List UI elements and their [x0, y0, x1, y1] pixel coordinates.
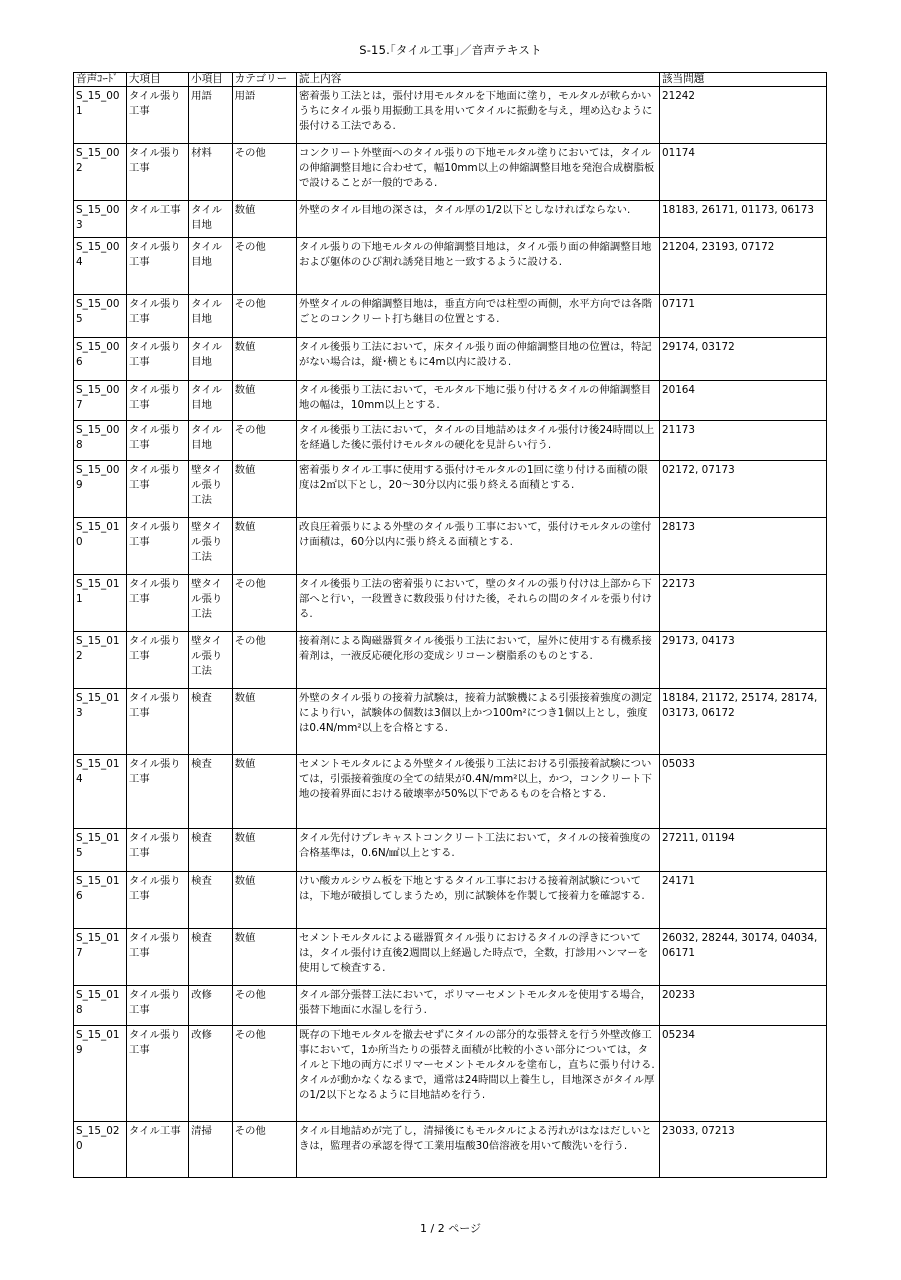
cell-category: 用語 — [232, 87, 296, 144]
cell-major: タイル張り工事 — [126, 929, 188, 986]
cell-text: けい酸カルシウム板を下地とするタイル工事における接着剤試験については，下地が破損してしまうため，別に試験体を作製して接着力を確認する. — [296, 872, 659, 929]
cell-category: 数値 — [232, 755, 296, 829]
cell-minor: タイル目地 — [189, 381, 233, 421]
cell-refs: 18183, 26171, 01173, 06173 — [659, 201, 826, 238]
table-row — [74, 872, 827, 929]
cell-code: S_15_014 — [74, 755, 127, 829]
cell-minor: タイル目地 — [189, 238, 233, 295]
table-row — [74, 689, 827, 755]
cell-category: その他 — [232, 295, 296, 338]
cell-minor: 材料 — [189, 144, 233, 201]
cell-refs: 21173 — [659, 421, 826, 461]
cell-major: タイル工事 — [126, 201, 188, 238]
table-row — [74, 144, 827, 201]
cell-text: コンクリート外壁面へのタイル張りの下地モルタル塗りにおいては，タイルの伸縮調整目地に合わせて，幅10mm以上の伸縮調整目地を発泡合成樹脂板で設けることが一般的である. — [296, 144, 659, 201]
cell-category: その他 — [232, 575, 296, 632]
table-row — [74, 929, 827, 986]
cell-refs: 26032, 28244, 30174, 04034, 06171 — [659, 929, 826, 986]
cell-text: タイル張りの下地モルタルの伸縮調整目地は，タイル張り面の伸縮調整目地および躯体のひび割れ誘発目地と一致するように設ける. — [296, 238, 659, 295]
page-footer: 1 / 2 ページ — [420, 1222, 481, 1235]
cell-code: S_15_011 — [74, 575, 127, 632]
cell-refs: 20164 — [659, 381, 826, 421]
table-row — [74, 755, 827, 829]
cell-major: タイル張り工事 — [126, 381, 188, 421]
cell-code: S_15_006 — [74, 338, 127, 381]
cell-minor: 検査 — [189, 755, 233, 829]
cell-category: 数値 — [232, 518, 296, 575]
table-row — [74, 421, 827, 461]
table-row — [74, 518, 827, 575]
cell-minor: 改修 — [189, 986, 233, 1026]
cell-major: タイル張り工事 — [126, 518, 188, 575]
table-row — [74, 381, 827, 421]
header-refs: 該当問題 — [659, 73, 826, 87]
cell-minor: 壁タイル張り工法 — [189, 632, 233, 689]
cell-text: タイル部分張替工法において，ポリマーセメントモルタルを使用する場合，張替下地面に水湿しを行う. — [296, 986, 659, 1026]
cell-category: その他 — [232, 144, 296, 201]
cell-code: S_15_012 — [74, 632, 127, 689]
cell-minor: 壁タイル張り工法 — [189, 518, 233, 575]
cell-category: その他 — [232, 632, 296, 689]
cell-major: タイル張り工事 — [126, 144, 188, 201]
cell-category: その他 — [232, 1122, 296, 1178]
cell-major: タイル張り工事 — [126, 755, 188, 829]
header-minor: 小項目 — [189, 73, 233, 87]
table-row — [74, 632, 827, 689]
cell-code: S_15_004 — [74, 238, 127, 295]
cell-refs: 01174 — [659, 144, 826, 201]
cell-minor: 検査 — [189, 929, 233, 986]
cell-refs: 02172, 07173 — [659, 461, 826, 518]
voice-text-table — [73, 72, 827, 1178]
cell-code: S_15_001 — [74, 87, 127, 144]
cell-refs: 29174, 03172 — [659, 338, 826, 381]
cell-minor: タイル目地 — [189, 338, 233, 381]
cell-refs: 21204, 23193, 07172 — [659, 238, 826, 295]
cell-major: タイル張り工事 — [126, 986, 188, 1026]
header-text: 読上内容 — [296, 73, 659, 87]
cell-minor: 壁タイル張り工法 — [189, 461, 233, 518]
cell-major: タイル張り工事 — [126, 238, 188, 295]
cell-code: S_15_017 — [74, 929, 127, 986]
cell-text: タイル後張り工法において，タイルの目地詰めはタイル張付け後24時間以上を経過した後に張付けモルタルの硬化を見計らい行う. — [296, 421, 659, 461]
cell-text: セメントモルタルによる外壁タイル後張り工法における引張接着試験については，引張接着強度の全ての結果が0.4N/mm²以上，かつ，コンクリート下地の接着界面における破壊率が50%以下であるものを合格とする. — [296, 755, 659, 829]
cell-text: 外壁のタイル張りの接着力試験は，接着力試験機による引張接着強度の測定により行い，試験体の個数は3個以上かつ100m²につき1個以上とし，強度は0.4N/mm²以上を合格とする. — [296, 689, 659, 755]
cell-text: タイル後張り工法の密着張りにおいて，壁のタイルの張り付けは上部から下部へと行い，一段置きに数段張り付けた後，それらの間のタイルを張り付ける. — [296, 575, 659, 632]
cell-refs: 21242 — [659, 87, 826, 144]
cell-minor: 壁タイル張り工法 — [189, 575, 233, 632]
cell-minor: 改修 — [189, 1026, 233, 1122]
table-row — [74, 201, 827, 238]
cell-text: 密着張りタイル工事に使用する張付けモルタルの1回に塗り付ける面積の限度は2㎡以下とし，20～30分以内に張り終える面積とする. — [296, 461, 659, 518]
cell-code: S_15_009 — [74, 461, 127, 518]
cell-text: タイル先付けプレキャストコンクリート工法において，タイルの接着強度の合格基準は，0.6N/㎟以上とする. — [296, 829, 659, 872]
table-row — [74, 461, 827, 518]
cell-minor: 用語 — [189, 87, 233, 144]
cell-category: その他 — [232, 421, 296, 461]
cell-category: その他 — [232, 1026, 296, 1122]
cell-minor: 検査 — [189, 689, 233, 755]
table-row — [74, 238, 827, 295]
cell-refs: 23033, 07213 — [659, 1122, 826, 1178]
cell-major: タイル張り工事 — [126, 421, 188, 461]
cell-code: S_15_002 — [74, 144, 127, 201]
cell-text: タイル目地詰めが完了し，清掃後にもモルタルによる汚れがはなはだしいときは，監理者の承認を得て工業用塩酸30倍溶液を用いて酸洗いを行う. — [296, 1122, 659, 1178]
cell-category: 数値 — [232, 201, 296, 238]
cell-code: S_15_016 — [74, 872, 127, 929]
cell-refs: 07171 — [659, 295, 826, 338]
cell-major: タイル張り工事 — [126, 1026, 188, 1122]
cell-category: その他 — [232, 238, 296, 295]
cell-major: タイル張り工事 — [126, 295, 188, 338]
table-row — [74, 338, 827, 381]
table-row — [74, 829, 827, 872]
cell-major: タイル張り工事 — [126, 338, 188, 381]
cell-refs: 24171 — [659, 872, 826, 929]
cell-minor: 検査 — [189, 872, 233, 929]
cell-refs: 20233 — [659, 986, 826, 1026]
cell-refs: 27211, 01194 — [659, 829, 826, 872]
cell-text: セメントモルタルによる磁器質タイル張りにおけるタイルの浮きについては，タイル張付け直後2週間以上経過した時点で，全数，打診用ハンマーを使用して検査する. — [296, 929, 659, 986]
table-row — [74, 1122, 827, 1178]
cell-minor: タイル目地 — [189, 421, 233, 461]
table-row — [74, 87, 827, 144]
cell-code: S_15_020 — [74, 1122, 127, 1178]
header-category: カテゴリー — [232, 73, 296, 87]
cell-code: S_15_019 — [74, 1026, 127, 1122]
cell-code: S_15_008 — [74, 421, 127, 461]
cell-code: S_15_005 — [74, 295, 127, 338]
cell-minor: タイル目地 — [189, 201, 233, 238]
cell-category: 数値 — [232, 461, 296, 518]
cell-text: 改良圧着張りによる外壁のタイル張り工事において，張付けモルタルの塗付け面積は，60分以内に張り終える面積とする. — [296, 518, 659, 575]
cell-major: タイル工事 — [126, 1122, 188, 1178]
header-code: 音声ｺｰﾄﾞ — [74, 73, 127, 87]
cell-category: 数値 — [232, 338, 296, 381]
cell-category: 数値 — [232, 381, 296, 421]
cell-refs: 22173 — [659, 575, 826, 632]
cell-category: 数値 — [232, 689, 296, 755]
cell-code: S_15_010 — [74, 518, 127, 575]
cell-major: タイル張り工事 — [126, 87, 188, 144]
page-title: S-15.｢タイル工事｣／音声テキスト — [359, 43, 542, 57]
header-major: 大項目 — [126, 73, 188, 87]
cell-text: 外壁のタイル目地の深さは，タイル厚の1/2以下としなければならない. — [296, 201, 659, 238]
table-row — [74, 986, 827, 1026]
cell-code: S_15_003 — [74, 201, 127, 238]
cell-refs: 28173 — [659, 518, 826, 575]
table-row — [74, 575, 827, 632]
table-row — [74, 1026, 827, 1122]
cell-category: 数値 — [232, 929, 296, 986]
cell-category: 数値 — [232, 829, 296, 872]
cell-text: 接着剤による陶磁器質タイル後張り工法において，屋外に使用する有機系接着剤は，一液反応硬化形の変成シリコーン樹脂系のものとする. — [296, 632, 659, 689]
cell-major: タイル張り工事 — [126, 829, 188, 872]
cell-minor: 清掃 — [189, 1122, 233, 1178]
cell-code: S_15_013 — [74, 689, 127, 755]
cell-minor: タイル目地 — [189, 295, 233, 338]
cell-category: その他 — [232, 986, 296, 1026]
cell-minor: 検査 — [189, 829, 233, 872]
cell-major: タイル張り工事 — [126, 872, 188, 929]
cell-code: S_15_007 — [74, 381, 127, 421]
cell-major: タイル張り工事 — [126, 461, 188, 518]
table-row — [74, 295, 827, 338]
cell-major: タイル張り工事 — [126, 575, 188, 632]
cell-code: S_15_015 — [74, 829, 127, 872]
cell-text: 密着張り工法とは，張付け用モルタルを下地面に塗り，モルタルが軟らかいうちにタイル張り用振動工具を用いてタイルに振動を与え，埋め込むように張付ける工法である. — [296, 87, 659, 144]
cell-refs: 29173, 04173 — [659, 632, 826, 689]
cell-refs: 18184, 21172, 25174, 28174, 03173, 06172 — [659, 689, 826, 755]
cell-text: 外壁タイルの伸縮調整目地は，垂直方向では柱型の両側，水平方向では各階ごとのコンクリート打ち継目の位置とする. — [296, 295, 659, 338]
cell-major: タイル張り工事 — [126, 689, 188, 755]
cell-text: タイル後張り工法において，モルタル下地に張り付けるタイルの伸縮調整目地の幅は，10mm以上とする. — [296, 381, 659, 421]
cell-text: タイル後張り工法において，床タイル張り面の伸縮調整目地の位置は，特記がない場合は，縦･横ともに4m以内に設ける. — [296, 338, 659, 381]
cell-refs: 05234 — [659, 1026, 826, 1122]
cell-refs: 05033 — [659, 755, 826, 829]
cell-text: 既存の下地モルタルを撤去せずにタイルの部分的な張替えを行う外壁改修工事において，1か所当たりの張替え面積が比較的小さい部分については，タイルと下地の両方にポリマーセメントモルタルを塗布し，直ちに張り付ける. タイルが動かなくなるまで，通常は24時間以上養生し，目地深さがタイル厚の1/2以下となるように目地詰めを行う. — [296, 1026, 659, 1122]
cell-major: タイル張り工事 — [126, 632, 188, 689]
cell-code: S_15_018 — [74, 986, 127, 1026]
cell-category: 数値 — [232, 872, 296, 929]
header-row — [74, 73, 827, 87]
